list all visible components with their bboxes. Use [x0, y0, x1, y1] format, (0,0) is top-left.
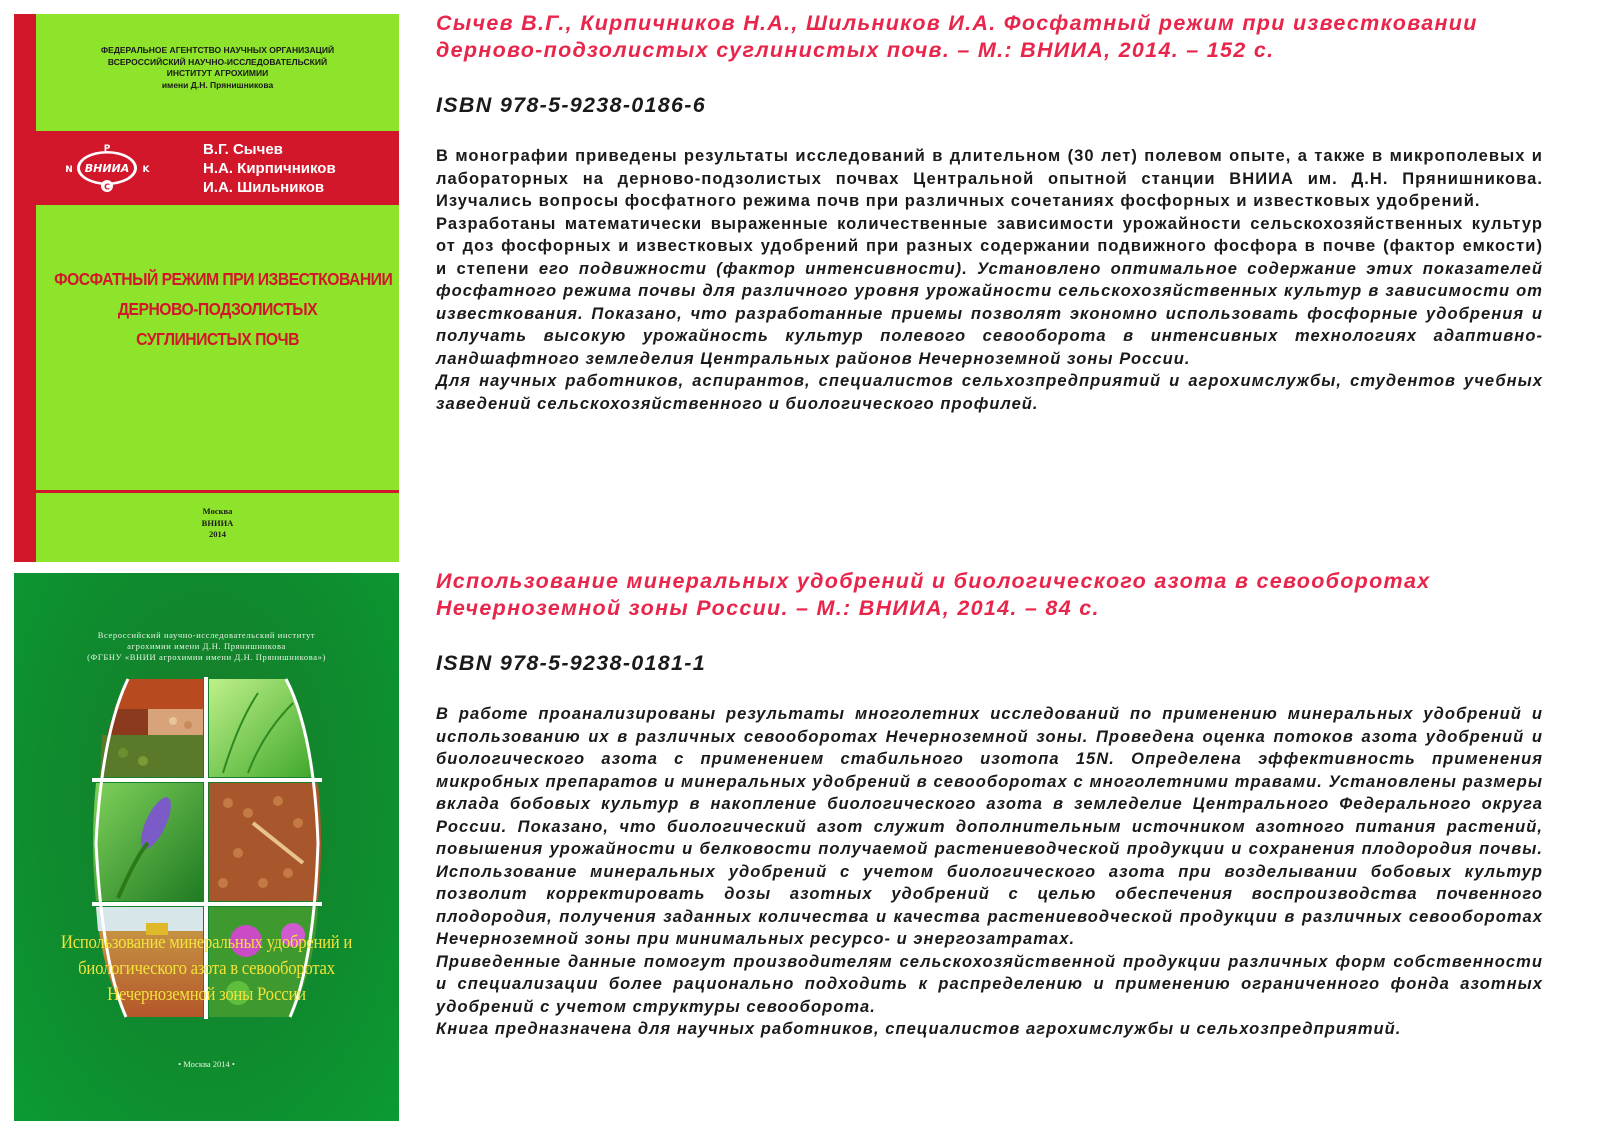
- book1-cover: [14, 14, 399, 562]
- book1-imprint-line: Москва: [202, 506, 233, 516]
- book1-authors: [203, 140, 336, 197]
- book1-author-band: [36, 131, 399, 203]
- logo-letter-top: Р: [103, 144, 111, 154]
- book2-description: [436, 703, 1543, 1041]
- book2-org-line: (ФГБНУ «ВНИИ агрохимии имени Д.Н. Прянишникова»): [87, 652, 326, 662]
- book1-imprint-line: ВНИИА: [201, 517, 234, 528]
- book1-title-line: ФОСФАТНЫЙ РЕЖИМ ПРИ ИЗВЕСТКОВАНИИ: [54, 269, 393, 289]
- book2-title-line: Использование минеральных удобрений и: [60, 932, 353, 953]
- book2-org-line: Всероссийский научно-исследовательский институт: [97, 630, 316, 640]
- logo-letter-left: N: [65, 165, 73, 175]
- book1-imprint-line: 2014: [209, 529, 226, 539]
- book1-title-line: ДЕРНОВО-ПОДЗОЛИСТЫХ: [117, 299, 318, 319]
- book1-divider: [36, 490, 399, 493]
- book2-isbn: ISBN 978-5-9238-0181-1: [436, 651, 707, 675]
- book1-description-paragraph: [436, 213, 1543, 371]
- book1-cover-imprint: [36, 506, 399, 541]
- book2-citation: Использование минеральных удобрений и биологического азота в севооборотах Нечерноземной зоны России. – М.: ВНИИА, 2014. – 84 с.: [436, 569, 1431, 620]
- book2-description-paragraph: Приведенные данные помогут производителям сельскохозяйственной продукции различных форм собственности и специализации более рационально подходить к распределению и применению ограниченного фонда азотных удобрений с учетом структуры севооборота.: [436, 952, 1543, 1016]
- book1-description: [436, 145, 1543, 415]
- grass-photo: [209, 679, 314, 777]
- book2-cover-imprint: • Москва 2014 •: [178, 1059, 235, 1069]
- book1-author: Н.А. Кирпичников: [203, 160, 336, 177]
- book2-org-line: агрохимии имени Д.Н. Прянишникова: [127, 641, 286, 651]
- book1-description-italic-text: его подвижности (фактор интенсивности). Установлено оптимальное содержание этих показателей фосфатного режима почвы для различного уровня урожайности сельскохозяйственных культур в зависимости от известкования. Показано, что разработанные приемы позволят экономно использовать фосфорные удобрения и получать высокую урожайность культур полевого севооборота в интенсивных технологиях адаптивно-ландшафтного земледелия Центральных районов Нечерноземной зоны России.: [436, 259, 1543, 368]
- vniia-logo: [60, 142, 155, 192]
- grain-photo: [209, 783, 321, 901]
- book1-cover-title: [54, 264, 393, 354]
- book1-description-text: Разработаны математически выраженные количественные зависимости урожайности сельскохозяйственных культур от доз фосфорных и известковых удобрений при разных содержании подвижного фосфора в почве (фактор емкости) и степени: [436, 214, 1543, 278]
- logo-letter-bottom: С: [104, 182, 110, 192]
- flower-photo: [93, 783, 203, 901]
- book1-citation: Сычев В.Г., Кирпичников Н.А., Шильников И.А. Фосфатный режим при известковании дерново-подзолистых суглинистых почв. – М.: ВНИИА, 2014. – 152 с.: [436, 11, 1478, 62]
- book1-author: В.Г. Сычев: [203, 141, 283, 158]
- book2-cover: [14, 573, 399, 1121]
- book2-title-line: Нечерноземной зоны России: [107, 984, 306, 1005]
- book1-org-line: имени Д.Н. Прянишникова: [161, 79, 274, 90]
- book1-description-paragraph: В монографии приведены результаты исследований в длительном (30 лет) полевом опыте, а также в микрополевых и лабораторных на дерново-подзолистых почвах Центральной опытной станции ВНИИА им. Д.Н. Прянишникова. Изучались вопросы фосфатного режима почв при различных сочетаниях фосфорных и известковых удобрений.: [436, 147, 1543, 210]
- book1-org-line: ИНСТИТУТ АГРОХИМИИ: [166, 68, 269, 78]
- book1-publisher-org: [36, 45, 399, 91]
- book1-org-line: ФЕДЕРАЛЬНОЕ АГЕНТСТВО НАУЧНЫХ ОРГАНИЗАЦИЙ: [100, 45, 335, 55]
- book1-divider: [36, 203, 399, 205]
- logo-letter-right: K: [142, 165, 150, 175]
- book2-description-paragraph: Книга предназначена для научных работников, специалистов агрохимслужбы и сельхозпредприятий.: [436, 1020, 1402, 1038]
- book1-author: И.А. Шильников: [203, 179, 325, 196]
- book1-org-line: ВСЕРОССИЙСКИЙ НАУЧНО-ИССЛЕДОВАТЕЛЬСКИЙ: [107, 56, 328, 67]
- book1-isbn: ISBN 978-5-9238-0186-6: [436, 93, 707, 117]
- logo-text: ВНИИА: [84, 162, 130, 175]
- book2-description-paragraph: В работе проанализированы результаты многолетних исследований по применению минеральных удобрений и использованию их в различных севооборотах Нечерноземной зоны. Проведена оценка потоков азота удобрений и биологического азота с применением стабильного изотопа 15N. Определена эффективность применения микробных препаратов и минеральных удобрений в севооборотах с многолетними травами. Установлены размеры вклада бобовых культур в накопление биологического азота в земледелие Центрального Федерального округа России. Показано, что биологический азот служит дополнительным источником азотного питания растений, повышения урожайности и белковости получаемой растениеводческой продукции и сохранения плодородия почвы. Использование минеральных удобрений с учетом биологического азота при возделывании бобовых культур позволит корректировать дозы азотных удобрений с целью обеспечения воспроизводства почвенного плодородия, получения заданных количества и качества растениеводческой продукции в различных севооборотах Нечерноземной зоны при минимальных ресурсо- и энергозатратах.: [436, 705, 1543, 948]
- book1-description-paragraph: Для научных работников, аспирантов, специалистов сельхозпредприятий и агрохимслужбы, студентов учебных заведений сельскохозяйственного и биологического профилей.: [436, 372, 1543, 413]
- book1-title-line: СУГЛИНИСТЫХ ПОЧВ: [136, 329, 299, 349]
- book1-spine: [14, 14, 36, 562]
- seeds-photo: [100, 679, 203, 777]
- book2-cover-title: [37, 930, 376, 1008]
- book2-publisher-org: [14, 630, 399, 663]
- book1-spine-text: ФОСФАТНЫЙ РЕЖИМ ПРИ ИЗВЕСТКОВАНИИ ДЕРНОВО-ПОДЗОЛИСТЫХ СУГЛИНИСТЫХ ПОЧВ: [20, 100, 30, 476]
- book2-title-line: биологического азота в севооборотах: [78, 958, 335, 979]
